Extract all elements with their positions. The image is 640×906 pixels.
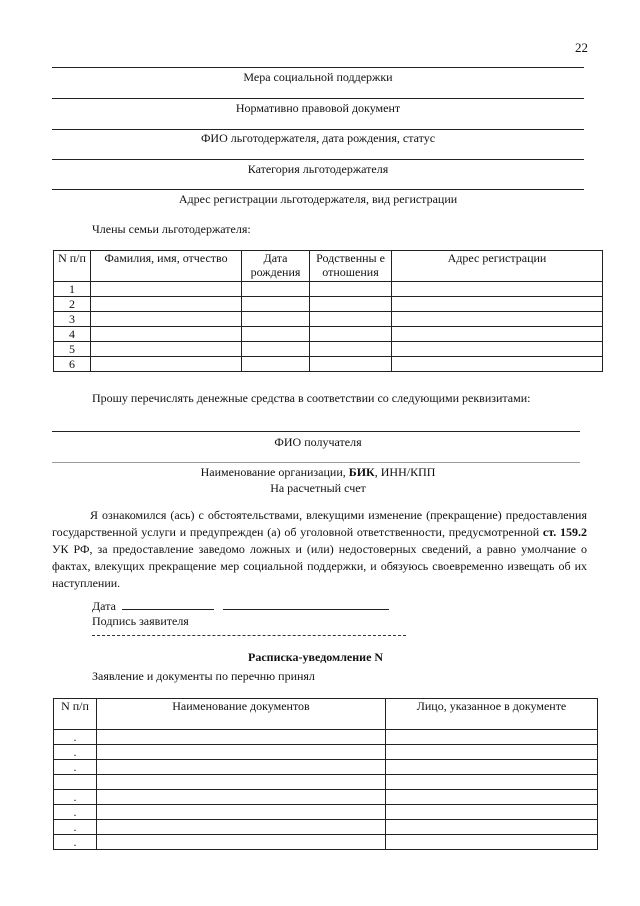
- date-label: Дата: [92, 599, 116, 613]
- org-label: [52, 465, 584, 480]
- declaration-part1: Я ознакомился (ась) с обстоятельствами, влекущими изменение (прекращение) предоставления государственной услуги и предупрежден (а) об уголовной ответственности, предусмотренной: [52, 508, 587, 539]
- holder-category-label: Категория льготодержателя: [247, 162, 389, 176]
- birthdate-cell[interactable]: [242, 327, 310, 342]
- family-caption: Члены семьи льготодержателя:: [92, 222, 251, 236]
- doc-cell[interactable]: [97, 835, 386, 850]
- row-number: 6: [54, 357, 91, 372]
- date-input[interactable]: [122, 598, 214, 610]
- row-marker: .: [54, 730, 97, 745]
- declaration-article: ст. 159.2: [542, 525, 587, 539]
- row-number: 3: [54, 312, 91, 327]
- measure-label: Мера социальной поддержки: [243, 70, 393, 84]
- address-cell[interactable]: [392, 297, 603, 312]
- signature-input[interactable]: [223, 598, 389, 610]
- table-row: [54, 805, 598, 820]
- table-row: [54, 730, 598, 745]
- table-row: [54, 760, 598, 775]
- holder-info-label: ФИО льготодержателя, дата рождения, статус: [200, 131, 436, 145]
- holder-address-line: [52, 189, 584, 190]
- birthdate-cell[interactable]: [242, 342, 310, 357]
- doc-cell[interactable]: [97, 730, 386, 745]
- org-label-post: , ИНН/КПП: [374, 465, 436, 479]
- sign-label: Подпись заявителя: [92, 614, 189, 628]
- declaration-part2: УК РФ, за предоставление заведомо ложных и (или) недостоверных сведений, а равно умолчание о фактах, влекущих прекращение мер социальной поддержки, и обязуюсь своевременно извещать об их наступлении.: [52, 542, 587, 590]
- birthdate-cell[interactable]: [242, 357, 310, 372]
- table-row: [54, 820, 598, 835]
- org-label-pre: Наименование организации,: [200, 465, 349, 479]
- account-label: На расчетный счет: [270, 481, 366, 495]
- relation-cell[interactable]: [310, 342, 392, 357]
- row-marker: [54, 775, 97, 790]
- normative-doc-line: [52, 98, 584, 99]
- person-cell[interactable]: [386, 760, 598, 775]
- table-row: [54, 327, 603, 342]
- receipt-col-docs: Наименование документов: [97, 699, 386, 730]
- row-marker: .: [54, 835, 97, 850]
- declaration-paragraph: [52, 507, 587, 592]
- receipt-table: [53, 698, 598, 850]
- normative-doc-label: Нормативно правовой документ: [235, 101, 401, 115]
- family-col-num: N п/п: [54, 251, 91, 282]
- row-number: 5: [54, 342, 91, 357]
- receipt-subtitle: Заявление и документы по перечню принял: [92, 669, 315, 683]
- receipt-col-person: Лицо, указанное в документе: [386, 699, 598, 730]
- doc-cell[interactable]: [97, 805, 386, 820]
- address-cell[interactable]: [392, 342, 603, 357]
- family-col-relation: Родственны е отношения: [310, 251, 392, 282]
- table-row: [54, 357, 603, 372]
- address-cell[interactable]: [392, 327, 603, 342]
- relation-cell[interactable]: [310, 282, 392, 297]
- row-number: 4: [54, 327, 91, 342]
- table-row: [54, 835, 598, 850]
- row-marker: .: [54, 820, 97, 835]
- org-line: [52, 462, 580, 463]
- row-marker: .: [54, 805, 97, 820]
- person-cell[interactable]: [386, 790, 598, 805]
- recipient-line: [52, 431, 580, 432]
- birthdate-cell[interactable]: [242, 312, 310, 327]
- row-number: 1: [54, 282, 91, 297]
- row-marker: .: [54, 745, 97, 760]
- table-row: [54, 297, 603, 312]
- cut-line: [92, 635, 406, 636]
- table-row: [54, 312, 603, 327]
- person-cell[interactable]: [386, 730, 598, 745]
- doc-cell[interactable]: [97, 745, 386, 760]
- person-cell[interactable]: [386, 835, 598, 850]
- name-cell[interactable]: [91, 312, 242, 327]
- receipt-title: Расписка-уведомление N: [248, 650, 384, 664]
- person-cell[interactable]: [386, 805, 598, 820]
- doc-cell[interactable]: [97, 775, 386, 790]
- name-cell[interactable]: [91, 327, 242, 342]
- table-row: [54, 342, 603, 357]
- address-cell[interactable]: [392, 312, 603, 327]
- name-cell[interactable]: [91, 297, 242, 312]
- doc-cell[interactable]: [97, 820, 386, 835]
- family-table: [53, 250, 603, 372]
- address-cell[interactable]: [392, 282, 603, 297]
- row-number: 2: [54, 297, 91, 312]
- table-row: [54, 775, 598, 790]
- relation-cell[interactable]: [310, 312, 392, 327]
- org-label-bik: БИК: [348, 465, 375, 479]
- doc-cell[interactable]: [97, 790, 386, 805]
- birthdate-cell[interactable]: [242, 282, 310, 297]
- name-cell[interactable]: [91, 357, 242, 372]
- relation-cell[interactable]: [310, 327, 392, 342]
- table-row: [54, 745, 598, 760]
- transfer-request: Прошу перечислять денежные средства в соответствии со следующими реквизитами:: [92, 391, 531, 405]
- address-cell[interactable]: [392, 357, 603, 372]
- recipient-label: ФИО получателя: [274, 435, 362, 449]
- row-marker: .: [54, 760, 97, 775]
- name-cell[interactable]: [91, 342, 242, 357]
- family-col-birthdate: Дата рождения: [242, 251, 310, 282]
- doc-cell[interactable]: [97, 760, 386, 775]
- holder-info-line: [52, 129, 584, 130]
- family-col-address: Адрес регистрации: [392, 251, 603, 282]
- holder-category-line: [52, 159, 584, 160]
- relation-cell[interactable]: [310, 357, 392, 372]
- family-header-row: [54, 251, 603, 282]
- birthdate-cell[interactable]: [242, 297, 310, 312]
- receipt-col-num: N п/п: [54, 699, 97, 730]
- measure-line: [52, 67, 584, 68]
- table-row: [54, 282, 603, 297]
- person-cell[interactable]: [386, 745, 598, 760]
- table-row: [54, 790, 598, 805]
- holder-address-label: Адрес регистрации льготодержателя, вид регистрации: [178, 192, 458, 206]
- person-cell[interactable]: [386, 820, 598, 835]
- name-cell[interactable]: [91, 282, 242, 297]
- row-marker: .: [54, 790, 97, 805]
- date-line: [92, 598, 389, 614]
- receipt-header-row: [54, 699, 598, 730]
- person-cell[interactable]: [386, 775, 598, 790]
- family-col-name: Фамилия, имя, отчество: [91, 251, 242, 282]
- page-number: 22: [575, 40, 588, 55]
- relation-cell[interactable]: [310, 297, 392, 312]
